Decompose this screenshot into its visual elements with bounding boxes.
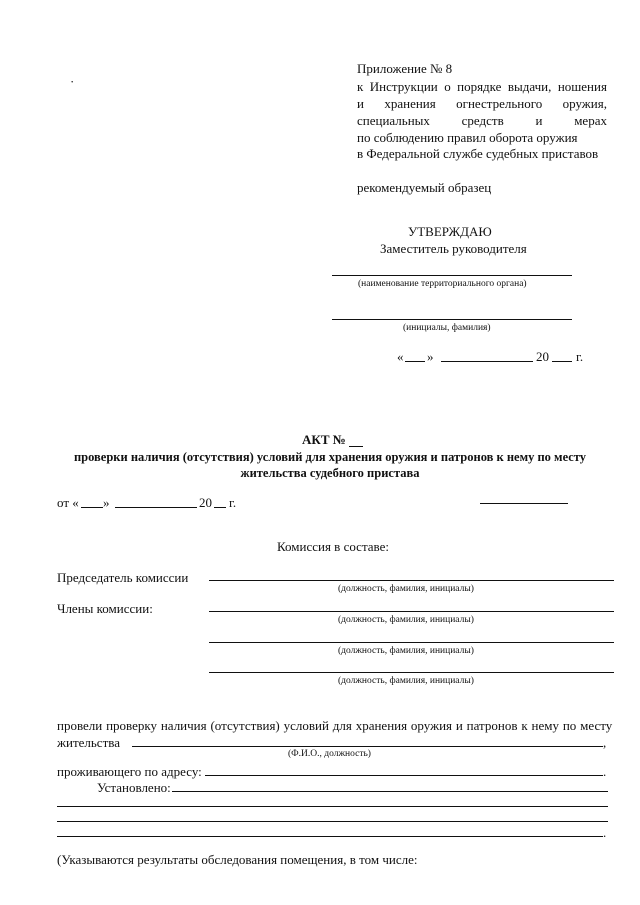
established-line <box>172 791 608 792</box>
check-line: провели проверку наличия (отсутствия) условий для хранения оружия и патронов к нему по месту <box>57 718 613 733</box>
chairman-caption: (должность, фамилия, инициалы) <box>338 584 474 594</box>
member-caption-1: (должность, фамилия, инициалы) <box>338 615 474 625</box>
name-caption: (инициалы, фамилия) <box>403 323 491 333</box>
org-caption: (наименование территориального органа) <box>358 279 527 289</box>
approval-position: Заместитель руководителя <box>380 241 527 256</box>
members-label: Члены комиссии: <box>57 601 153 616</box>
appendix-row-5: в Федеральной службе судебных приставов <box>357 146 599 161</box>
act-number-line <box>349 446 363 447</box>
member-line-2 <box>209 642 614 643</box>
commission-heading: Комиссия в составе: <box>277 539 389 554</box>
member-line-3 <box>209 672 614 673</box>
act-place-line <box>480 503 568 504</box>
findings-period: . <box>603 825 607 840</box>
findings-line-3 <box>57 836 603 837</box>
org-line <box>332 275 572 276</box>
established-label: Установлено: <box>97 780 171 795</box>
chairman-line <box>209 580 614 581</box>
address-period: . <box>603 764 607 779</box>
appendix-row-2: и хранения огнестрельного оружия, <box>357 96 607 111</box>
member-caption-3: (должность, фамилия, инициалы) <box>338 676 474 686</box>
results-note: (Указываются результаты обследования помещения, в том числе: <box>57 852 418 867</box>
findings-line-1 <box>57 806 608 807</box>
chairman-label: Председатель комиссии <box>57 570 189 585</box>
name-line <box>332 319 572 320</box>
act-subtitle-2: жительства судебного пристава <box>240 466 420 480</box>
appendix-row-4: по соблюдению правил оборота оружия <box>357 130 578 145</box>
appendix-title: Приложение № 8 <box>357 61 453 76</box>
appendix-row-1: к Инструкции о порядке выдачи, ношения <box>357 79 607 94</box>
act-title: АКТ № <box>302 432 346 447</box>
residence-comma: , <box>603 735 607 750</box>
residence-label: жительства <box>57 735 120 750</box>
address-label: проживающего по адресу: <box>57 764 202 779</box>
sample-label: рекомендуемый образец <box>357 180 492 195</box>
act-subtitle-1: проверки наличия (отсутствия) условий для хранения оружия и патронов к нему по месту <box>73 450 587 464</box>
stray-mark: · <box>70 74 75 89</box>
address-line <box>205 775 603 776</box>
appendix-row-3: специальных средств и мерах <box>357 113 607 128</box>
member-line-1 <box>209 611 614 612</box>
residence-line <box>132 746 603 747</box>
approval-title: УТВЕРЖДАЮ <box>408 224 492 239</box>
findings-line-2 <box>57 821 608 822</box>
member-caption-2: (должность, фамилия, инициалы) <box>338 646 474 656</box>
person-caption: (Ф.И.О., должность) <box>288 749 371 759</box>
